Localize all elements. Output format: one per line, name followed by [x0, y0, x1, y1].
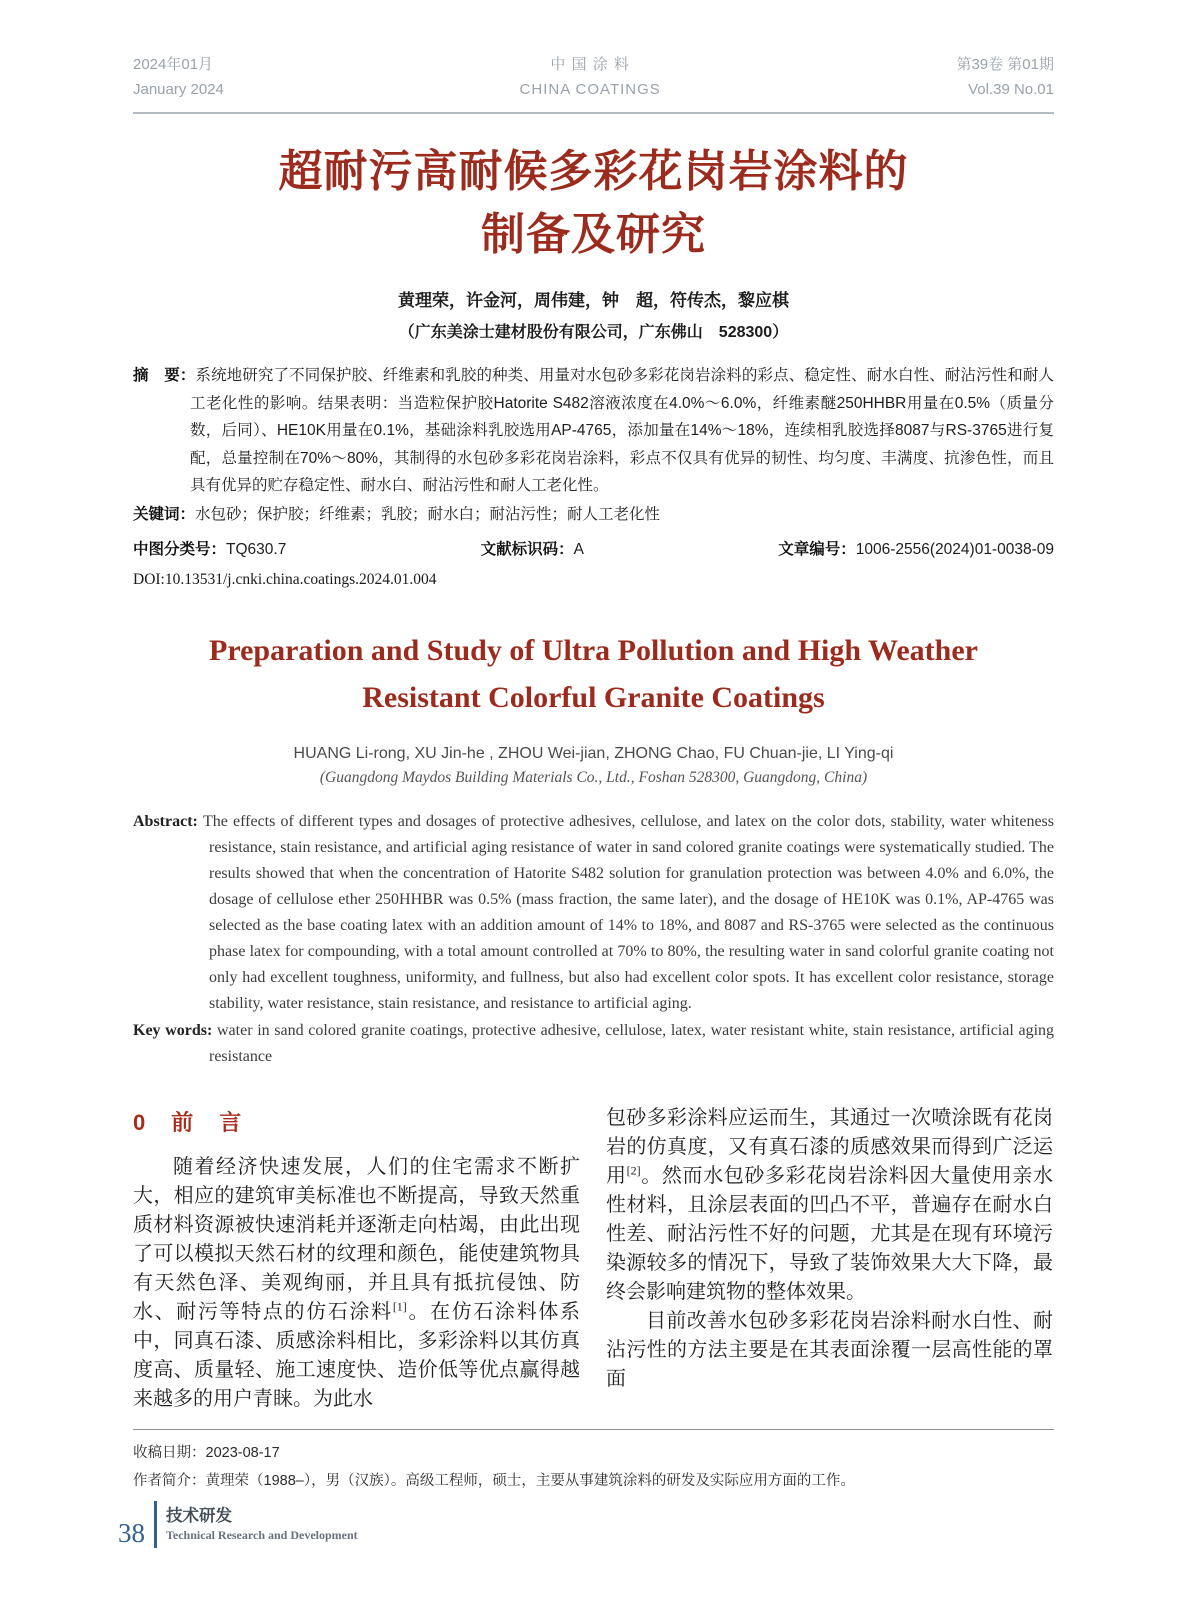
abstract-cn [133, 362, 1054, 500]
keywords-en-text: water in sand colored granite coatings, protective adhesive, cellulose, latex, water resistant white, stain resistance, artificial aging resistance [209, 1022, 1055, 1065]
received-date-value: 2023-08-17 [205, 1445, 280, 1461]
citation-ref-1: [1] [392, 1299, 407, 1314]
header-journal-name [520, 52, 661, 102]
intro-paragraph-left [133, 1153, 580, 1414]
footer-column-name [166, 1505, 358, 1544]
footer-column-cn: 技术研发 [166, 1507, 232, 1525]
authors-en: HUANG Li-rong, XU Jin-he , ZHOU Wei-jian, ZHONG Chao, FU Chuan-jie, LI Ying-qi [293, 745, 894, 762]
affiliation-en: (Guangdong Maydos Building Materials Co., Ltd., Foshan 528300, Guangdong, China) [319, 769, 868, 786]
intro-paragraph-2: 目前改善水包砂多彩花岗岩涂料耐水白性、耐沾污性的方法主要是在其表面涂覆一层高性能的罩面 [606, 1310, 1053, 1390]
abstract-cn-label: 摘 要： [133, 367, 196, 384]
header-date-cn: 2024年01月 [133, 56, 214, 73]
author-bio-text: 黄理荣（1988–），男（汉族）。高级工程师，硕士，主要从事建筑涂料的研发及实际应用方面的工作。 [205, 1473, 855, 1489]
header-issue-en: Vol.39 No.01 [968, 81, 1054, 98]
header-journal-en: CHINA COATINGS [519, 81, 661, 98]
footnote [133, 1439, 1054, 1495]
article-title-cn-line1: 超耐污高耐候多彩花岗岩涂料的 [278, 147, 909, 196]
header-date [133, 52, 224, 102]
clc-value: TQ630.7 [226, 541, 287, 558]
article-id-label: 文章编号： [778, 541, 856, 558]
section-heading [133, 1108, 580, 1137]
keywords-cn [133, 501, 1054, 529]
keywords-cn-text: 水包砂；保护胶；纤维素；乳胶；耐水白；耐沾污性；耐人工老化性 [195, 505, 661, 523]
clc-label: 中图分类号： [133, 541, 227, 558]
intro-paragraph-right [606, 1104, 1053, 1307]
article-title-en-line1: Preparation and Study of Ultra Pollution and High Weather [209, 634, 978, 667]
abstract-cn-text: 系统地研究了不同保护胶、纤维素和乳胶的种类、用量对水包砂多彩花岗岩涂料的彩点、稳定性、耐水白性、耐沾污性和耐人工老化性的影响。结果表明：当造粒保护胶Hatorite S482溶液浓度在4.0%～6.0%，纤维素醚250HHBR用量在0.5%（质量分数，后同）、HE10K用量在0.1%，基础涂料乳胶选用AP-4765，添加量在14%～18%，连续相乳胶选择8087与RS-3765进行复配，总量控制在70%～80%，其制得的水包砂多彩花岗岩涂料，彩点不仅具有优异的韧性、均匀度、丰满度、抗渗色性，而且具有优异的贮存稳定性、耐水白、耐沾污性和耐人工老化性。 [190, 367, 1054, 494]
header-journal-cn: 中 国 涂 料 [550, 56, 630, 73]
article-title-cn [133, 140, 1054, 266]
header-rule [133, 112, 1054, 114]
body-column-right [606, 1104, 1053, 1414]
citation-ref-2: [2] [626, 1163, 641, 1178]
article-title-en-line2: Resistant Colorful Granite Coatings [362, 681, 825, 714]
document-code-label: 文献标识码： [480, 541, 574, 558]
article-id [778, 537, 1054, 559]
received-date-line [133, 1439, 1054, 1467]
intro-right-text-a: 包砂多彩涂料应运而生，其通过一次喷涂既有花岗岩的仿真度，又有真石漆的质感效果而得到广泛运用 [606, 1107, 1053, 1187]
abstract-en-label: Abstract: [133, 813, 198, 830]
intro-right-text-b: 。然而水包砂多彩花岗岩涂料因大量使用亲水性材料，且涂层表面的凹凸不平，普遍存在耐水白性差、耐沾污性不好的问题，尤其是在现有环境污染源较多的情况下，导致了装饰效果大大下降，最终会影响建筑物的整体效果。 [606, 1165, 1054, 1303]
page-footer [118, 1501, 358, 1548]
body-column-left [133, 1104, 580, 1414]
clc-number [133, 537, 286, 559]
footer-column-en: Technical Research and Development [166, 1528, 358, 1542]
section-title: 前 言 [171, 1110, 244, 1135]
intro-left-text-a: 随着经济快速发展，人们的住宅需求不断扩大，相应的建筑审美标准也不断提高，导致天然重质材料资源被快速消耗并逐渐走向枯竭，由此出现了可以模拟天然石材的纹理和颜色，能使建筑物具有天然色泽、美观绚丽，并且具有抵抗侵蚀、防水、耐污等特点的仿石涂料 [133, 1156, 580, 1323]
classification-row [133, 537, 1054, 559]
article-title-en [133, 627, 1054, 721]
keywords-cn-label: 关键词： [133, 505, 196, 523]
abstract-en [133, 809, 1054, 1017]
keywords-en-label: Key words: [133, 1022, 213, 1039]
author-bio-label: 作者简介： [133, 1473, 206, 1489]
doi: DOI:10.13531/j.cnki.china.coatings.2024.01.004 [133, 571, 437, 588]
document-code [481, 537, 584, 559]
section-number: 0 [133, 1110, 146, 1135]
article-id-value: 1006-2556(2024)01-0038-09 [855, 541, 1054, 558]
article-title-cn-line2: 制备及研究 [481, 210, 706, 259]
author-bio-line [133, 1467, 1054, 1495]
received-date-label: 收稿日期： [133, 1445, 206, 1461]
journal-header [133, 52, 1054, 102]
intro-left-text-b: 。在仿石涂料体系中，同真石漆、质感涂料相比，多彩涂料以其仿真度高、质量轻、施工速度快、造价低等优点赢得越来越多的用户青睐。为此水 [133, 1301, 581, 1410]
article-body [133, 1104, 1054, 1414]
header-issue-cn: 第39卷 第01期 [956, 56, 1054, 73]
abstract-en-text: The effects of different types and dosages of protective adhesives, cellulose, and latex on the color dots, stability, water whiteness resistance, stain resistance, and artificial aging resistance of water in sand colored granite coatings were systematically studied. The results showed that when the concentration of Hatorite S482 solution for granulation protection was between 4.0% and 6.0%, the dosage of cellulose ether 250HHBR was 0.5% (mass fraction, the same later), and the dosage of HE10K was 0.1%, AP-4765 was selected as the base coating latex with an addition amount of 14% to 18%, and 8087 and RS-3765 were selected as the continuous phase latex for compounding, with a total amount controlled at 70% to 80%, the resulting water in sand colorful granite coating not only had excellent toughness, uniformity, and fullness, but also had excellent color spots. It has excellent color resistance, storage stability, water resistance, stain resistance, and resistance to artificial aging. [203, 813, 1055, 1012]
footnote-rule [133, 1429, 1054, 1430]
header-date-en: January 2024 [133, 81, 224, 98]
authors-cn: 黄理荣，许金河，周伟建，钟 超，符传杰，黎应棋 [398, 291, 789, 310]
page-number: 38 [118, 1518, 145, 1548]
affiliation-cn: （广东美涂士建材股份有限公司，广东佛山 528300） [398, 324, 789, 341]
header-issue [956, 52, 1054, 102]
document-code-value: A [573, 541, 584, 558]
footer-divider-bar [154, 1501, 157, 1548]
keywords-en [133, 1018, 1054, 1070]
